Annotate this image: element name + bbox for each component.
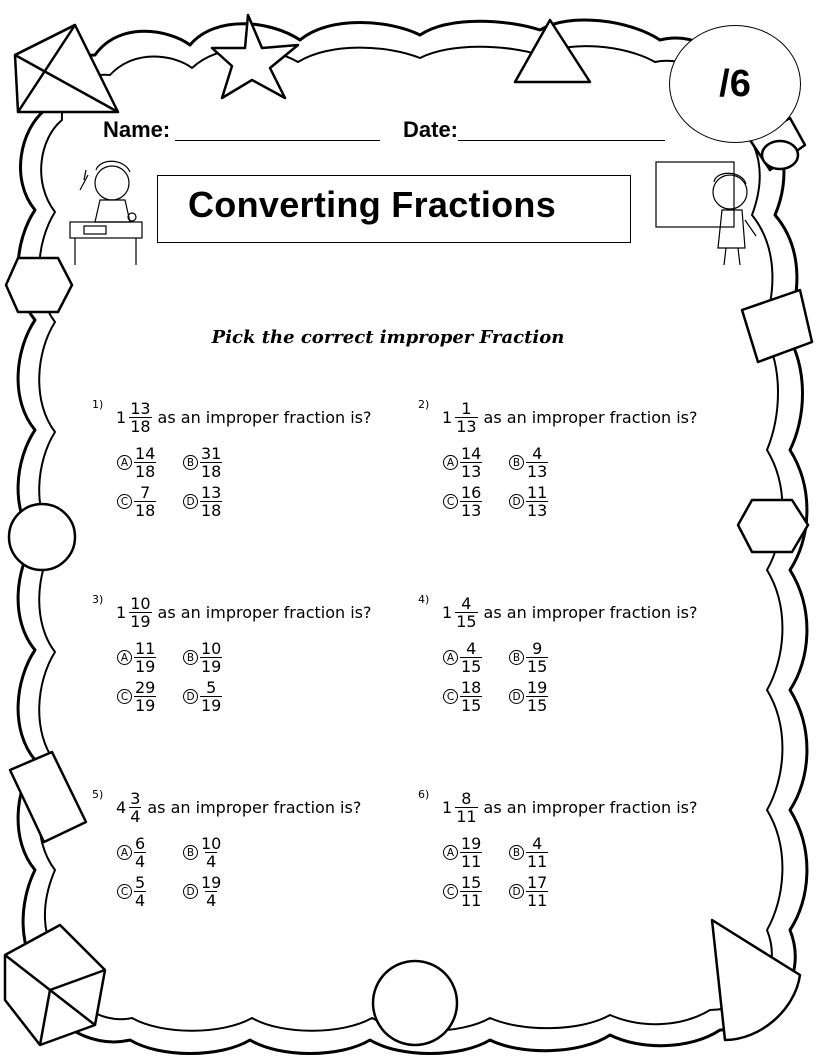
option-letter-circle[interactable]: B [183, 455, 198, 470]
option-fraction-denominator: 18 [201, 501, 222, 520]
option-d[interactable] [183, 874, 222, 909]
option-fraction-numerator: 10 [201, 639, 222, 658]
option-fraction [526, 679, 548, 714]
option-a[interactable] [443, 445, 482, 480]
option-fraction-denominator: 11 [461, 891, 482, 910]
mixed-number-whole: 1 [442, 603, 453, 622]
option-fraction-denominator: 13 [527, 501, 548, 520]
option-fraction-denominator: 15 [527, 696, 548, 715]
mixed-number-fraction-numerator: 10 [130, 594, 151, 613]
mixed-number-fraction-denominator: 4 [130, 807, 141, 826]
option-letter-circle[interactable]: D [509, 494, 524, 509]
option-fraction-numerator: 10 [201, 834, 222, 853]
option-fraction [134, 874, 146, 909]
mixed-number-fraction-numerator: 3 [130, 789, 141, 808]
date-field[interactable] [458, 140, 665, 141]
option-fraction [200, 835, 222, 870]
option-fraction-numerator: 17 [527, 873, 548, 892]
option-letter-circle[interactable]: D [509, 884, 524, 899]
mixed-number-whole: 4 [116, 798, 127, 817]
option-fraction-numerator: 11 [135, 639, 156, 658]
option-fraction-numerator: 18 [461, 678, 482, 697]
option-fraction-denominator: 13 [461, 501, 482, 520]
option-fraction-numerator: 5 [135, 873, 146, 892]
option-c[interactable] [117, 874, 146, 909]
question-stem [116, 595, 372, 630]
option-fraction-numerator: 5 [206, 678, 217, 697]
option-letter-circle[interactable]: B [183, 650, 198, 665]
option-a[interactable] [117, 835, 146, 870]
option-fraction [460, 874, 482, 909]
mixed-number-fraction-numerator: 13 [130, 399, 151, 418]
score-text: /6 [719, 63, 751, 105]
option-fraction-numerator: 15 [461, 873, 482, 892]
mixed-number-whole: 1 [442, 798, 453, 817]
option-fraction-denominator: 19 [135, 657, 156, 676]
option-letter-circle[interactable]: C [117, 494, 132, 509]
option-letter-circle[interactable]: C [443, 494, 458, 509]
question-phrase: as an improper fraction is? [483, 798, 698, 817]
option-letter-circle[interactable]: A [443, 845, 458, 860]
option-letter-circle[interactable]: D [509, 689, 524, 704]
question-3 [92, 595, 422, 725]
option-fraction-numerator: 14 [135, 444, 156, 463]
option-fraction [460, 484, 482, 519]
option-fraction [134, 640, 156, 675]
option-fraction-denominator: 11 [527, 891, 548, 910]
option-fraction [460, 445, 482, 480]
question-number: 5) [92, 788, 104, 801]
option-fraction-denominator: 15 [527, 657, 548, 676]
option-a[interactable] [117, 640, 156, 675]
option-fraction [200, 679, 222, 714]
question-stem [116, 400, 372, 435]
option-fraction-denominator: 19 [201, 657, 222, 676]
score-circle [669, 25, 801, 143]
option-fraction-denominator: 4 [135, 852, 146, 871]
option-d[interactable] [183, 484, 222, 519]
option-fraction [134, 445, 156, 480]
option-a[interactable] [443, 640, 482, 675]
question-phrase: as an improper fraction is? [157, 603, 372, 622]
option-b[interactable] [183, 835, 222, 870]
option-fraction-denominator: 4 [206, 852, 217, 871]
worksheet-title: Converting Fractions [188, 184, 557, 225]
mixed-number-fraction [129, 595, 151, 630]
mixed-number-fraction [455, 400, 477, 435]
option-letter-circle[interactable]: C [117, 884, 132, 899]
date-label: Date: [403, 117, 459, 142]
question-phrase: as an improper fraction is? [147, 798, 362, 817]
option-fraction [134, 484, 156, 519]
option-fraction-numerator: 14 [461, 444, 482, 463]
option-fraction-numerator: 4 [532, 444, 543, 463]
mixed-number-fraction-denominator: 18 [130, 417, 151, 436]
option-fraction [134, 679, 156, 714]
option-letter-circle[interactable]: A [117, 455, 132, 470]
question-number: 1) [92, 398, 104, 411]
mixed-number-fraction-numerator: 1 [461, 399, 472, 418]
question-2 [418, 400, 748, 530]
option-fraction [134, 835, 146, 870]
option-letter-circle[interactable]: A [443, 455, 458, 470]
option-fraction-numerator: 11 [527, 483, 548, 502]
option-fraction [200, 445, 222, 480]
option-b[interactable] [509, 445, 548, 480]
option-fraction-denominator: 4 [206, 891, 217, 910]
option-b[interactable] [183, 445, 222, 480]
option-letter-circle[interactable]: B [509, 650, 524, 665]
option-fraction-numerator: 19 [461, 834, 482, 853]
question-stem [442, 400, 698, 435]
option-fraction [460, 835, 482, 870]
option-fraction-denominator: 15 [461, 696, 482, 715]
question-number: 2) [418, 398, 430, 411]
option-fraction-numerator: 6 [135, 834, 146, 853]
question-phrase: as an improper fraction is? [157, 408, 372, 427]
option-fraction-numerator: 13 [201, 483, 222, 502]
mixed-number-whole: 1 [116, 408, 127, 427]
option-c[interactable] [443, 874, 482, 909]
question-phrase: as an improper fraction is? [483, 408, 698, 427]
option-c[interactable] [117, 484, 156, 519]
option-d[interactable] [509, 679, 548, 714]
option-c[interactable] [443, 484, 482, 519]
option-fraction-denominator: 4 [135, 891, 146, 910]
option-fraction [526, 445, 548, 480]
question-4 [418, 595, 748, 725]
option-c[interactable] [443, 679, 482, 714]
option-b[interactable] [183, 640, 222, 675]
option-d[interactable] [509, 484, 548, 519]
option-fraction-numerator: 7 [140, 483, 151, 502]
option-b[interactable] [509, 640, 548, 675]
option-fraction [460, 640, 482, 675]
option-fraction-denominator: 18 [135, 501, 156, 520]
option-fraction-denominator: 11 [527, 852, 548, 871]
mixed-number-fraction-denominator: 11 [456, 807, 477, 826]
mixed-number-fraction [455, 595, 477, 630]
question-phrase: as an improper fraction is? [483, 603, 698, 622]
option-letter-circle[interactable]: B [509, 455, 524, 470]
question-stem [116, 790, 361, 825]
mixed-number-fraction-numerator: 8 [461, 789, 472, 808]
option-d[interactable] [183, 679, 222, 714]
option-b[interactable] [509, 835, 548, 870]
mixed-number-whole: 1 [442, 408, 453, 427]
option-fraction [200, 874, 222, 909]
name-label: Name: [103, 117, 171, 142]
question-stem [442, 595, 698, 630]
mixed-number-whole: 1 [116, 603, 127, 622]
option-fraction-denominator: 11 [461, 852, 482, 871]
instructions: Pick the correct improper Fraction [211, 327, 565, 348]
option-fraction-numerator: 19 [201, 873, 222, 892]
option-fraction-numerator: 4 [532, 834, 543, 853]
mixed-number-fraction-denominator: 19 [130, 612, 151, 631]
option-letter-circle[interactable]: A [117, 845, 132, 860]
question-number: 6) [418, 788, 430, 801]
option-letter-circle[interactable]: A [117, 650, 132, 665]
option-fraction [526, 874, 548, 909]
question-stem [442, 790, 698, 825]
mixed-number-fraction [455, 790, 477, 825]
option-fraction-numerator: 29 [135, 678, 156, 697]
option-fraction-denominator: 13 [527, 462, 548, 481]
option-fraction-numerator: 16 [461, 483, 482, 502]
option-letter-circle[interactable]: A [443, 650, 458, 665]
question-1 [92, 400, 422, 530]
question-number: 4) [418, 593, 430, 606]
name-field[interactable] [175, 140, 380, 141]
option-letter-circle[interactable]: B [509, 845, 524, 860]
option-fraction [200, 640, 222, 675]
option-fraction-denominator: 19 [201, 696, 222, 715]
mixed-number-fraction [129, 400, 151, 435]
option-fraction-denominator: 13 [461, 462, 482, 481]
option-fraction-numerator: 9 [532, 639, 543, 658]
option-fraction-denominator: 18 [201, 462, 222, 481]
option-fraction-numerator: 19 [527, 678, 548, 697]
option-fraction [526, 835, 548, 870]
option-fraction [526, 640, 548, 675]
option-letter-circle[interactable]: D [183, 884, 198, 899]
option-fraction-denominator: 15 [461, 657, 482, 676]
question-6 [418, 790, 748, 920]
option-letter-circle[interactable]: C [443, 884, 458, 899]
option-fraction-denominator: 18 [135, 462, 156, 481]
option-letter-circle[interactable]: D [183, 494, 198, 509]
option-c[interactable] [117, 679, 156, 714]
option-fraction-numerator: 4 [466, 639, 477, 658]
mixed-number-fraction-denominator: 13 [456, 417, 477, 436]
option-d[interactable] [509, 874, 548, 909]
option-fraction [526, 484, 548, 519]
option-fraction-numerator: 31 [201, 444, 222, 463]
option-letter-circle[interactable]: D [183, 689, 198, 704]
question-number: 3) [92, 593, 104, 606]
mixed-number-fraction-numerator: 4 [461, 594, 472, 613]
option-letter-circle[interactable]: B [183, 845, 198, 860]
mixed-number-fraction-denominator: 15 [456, 612, 477, 631]
option-fraction [460, 679, 482, 714]
mixed-number-fraction [129, 790, 141, 825]
option-letter-circle[interactable]: C [117, 689, 132, 704]
option-fraction [200, 484, 222, 519]
option-letter-circle[interactable]: C [443, 689, 458, 704]
option-fraction-denominator: 19 [135, 696, 156, 715]
option-a[interactable] [117, 445, 156, 480]
question-5 [92, 790, 422, 920]
option-a[interactable] [443, 835, 482, 870]
